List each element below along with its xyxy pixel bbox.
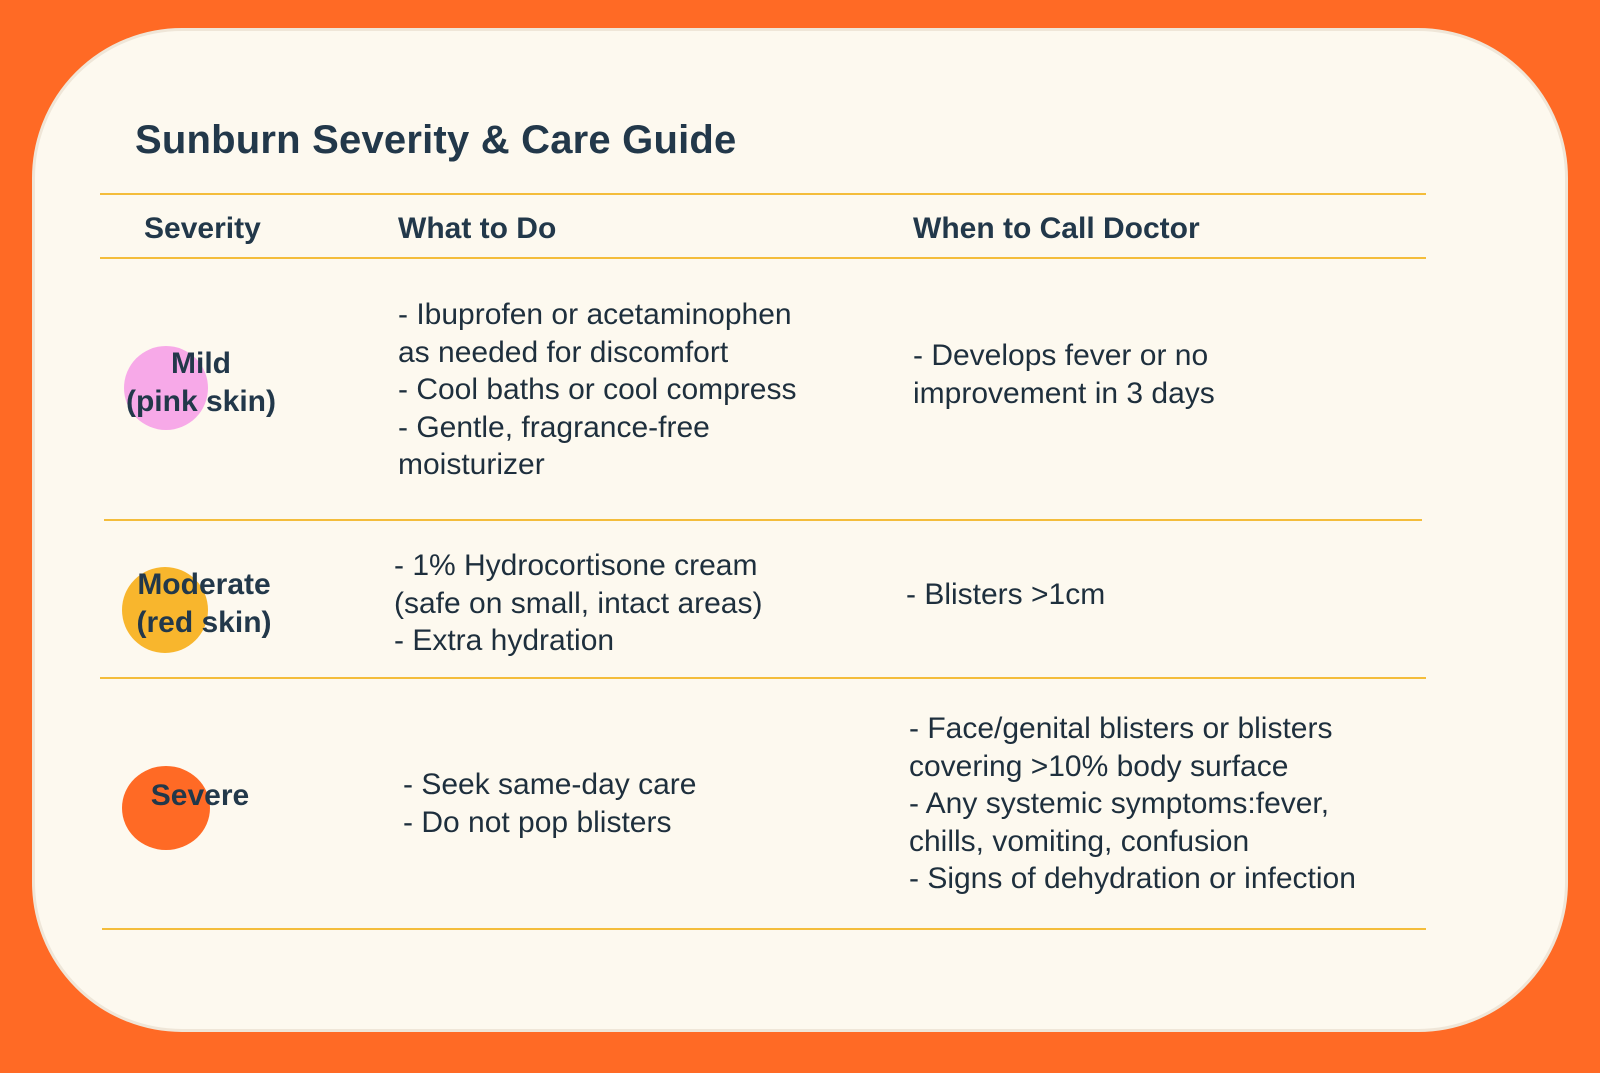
list-item: - Ibuprofen or acetaminophen xyxy=(398,298,792,331)
severity-severe xyxy=(124,777,276,815)
mild-when-to-call xyxy=(913,337,1215,412)
severe-what-to-do xyxy=(403,766,696,841)
list-item: - Extra hydration xyxy=(394,624,615,657)
moderate-what-to-do xyxy=(394,547,762,660)
list-item: - Any systemic symptoms:fever, xyxy=(909,787,1330,820)
severity-moderate-descriptor: (red skin) xyxy=(136,606,272,639)
list-item: - Gentle, fragrance-free xyxy=(398,410,710,444)
list-item: - Cool baths or cool compress xyxy=(398,373,797,406)
severity-mild-name: Mild xyxy=(171,347,231,380)
list-item: - Do not pop blisters xyxy=(403,805,672,839)
header-bottom-rule xyxy=(100,257,1426,259)
severity-moderate xyxy=(124,566,284,642)
severity-severe-name: Severe xyxy=(150,779,250,812)
table-bottom-rule xyxy=(102,928,1426,930)
list-item: (safe on small, intact areas) xyxy=(394,586,763,620)
list-item: moisturizer xyxy=(398,448,545,481)
list-item: covering >10% body surface xyxy=(909,749,1289,783)
mild-what-to-do xyxy=(398,296,797,484)
severity-moderate-name: Moderate xyxy=(137,568,271,601)
row-divider-2 xyxy=(100,677,1426,679)
list-item: - Signs of dehydration or infection xyxy=(909,862,1356,895)
severe-when-to-call xyxy=(909,710,1356,898)
column-header-severity: Severity xyxy=(144,212,261,245)
list-item: - Blisters >1cm xyxy=(906,578,1106,611)
list-item: - Seek same-day care xyxy=(403,768,697,801)
list-item: - 1% Hydrocortisone cream xyxy=(394,549,758,582)
column-header-when-to-call: When to Call Doctor xyxy=(913,212,1200,245)
list-item: as needed for discomfort xyxy=(398,335,729,369)
severity-mild xyxy=(118,345,284,421)
list-item: chills, vomiting, confusion xyxy=(909,824,1250,858)
moderate-when-to-call xyxy=(906,576,1105,614)
list-item: - Face/genital blisters or blisters xyxy=(909,712,1333,745)
page-title: Sunburn Severity & Care Guide xyxy=(135,118,737,162)
severity-mild-descriptor: (pink skin) xyxy=(125,385,276,418)
column-header-what-to-do: What to Do xyxy=(398,212,557,245)
header-top-rule xyxy=(100,193,1426,195)
list-item: improvement in 3 days xyxy=(913,376,1215,410)
list-item: - Develops fever or no xyxy=(913,339,1209,372)
row-divider-1 xyxy=(104,519,1422,521)
